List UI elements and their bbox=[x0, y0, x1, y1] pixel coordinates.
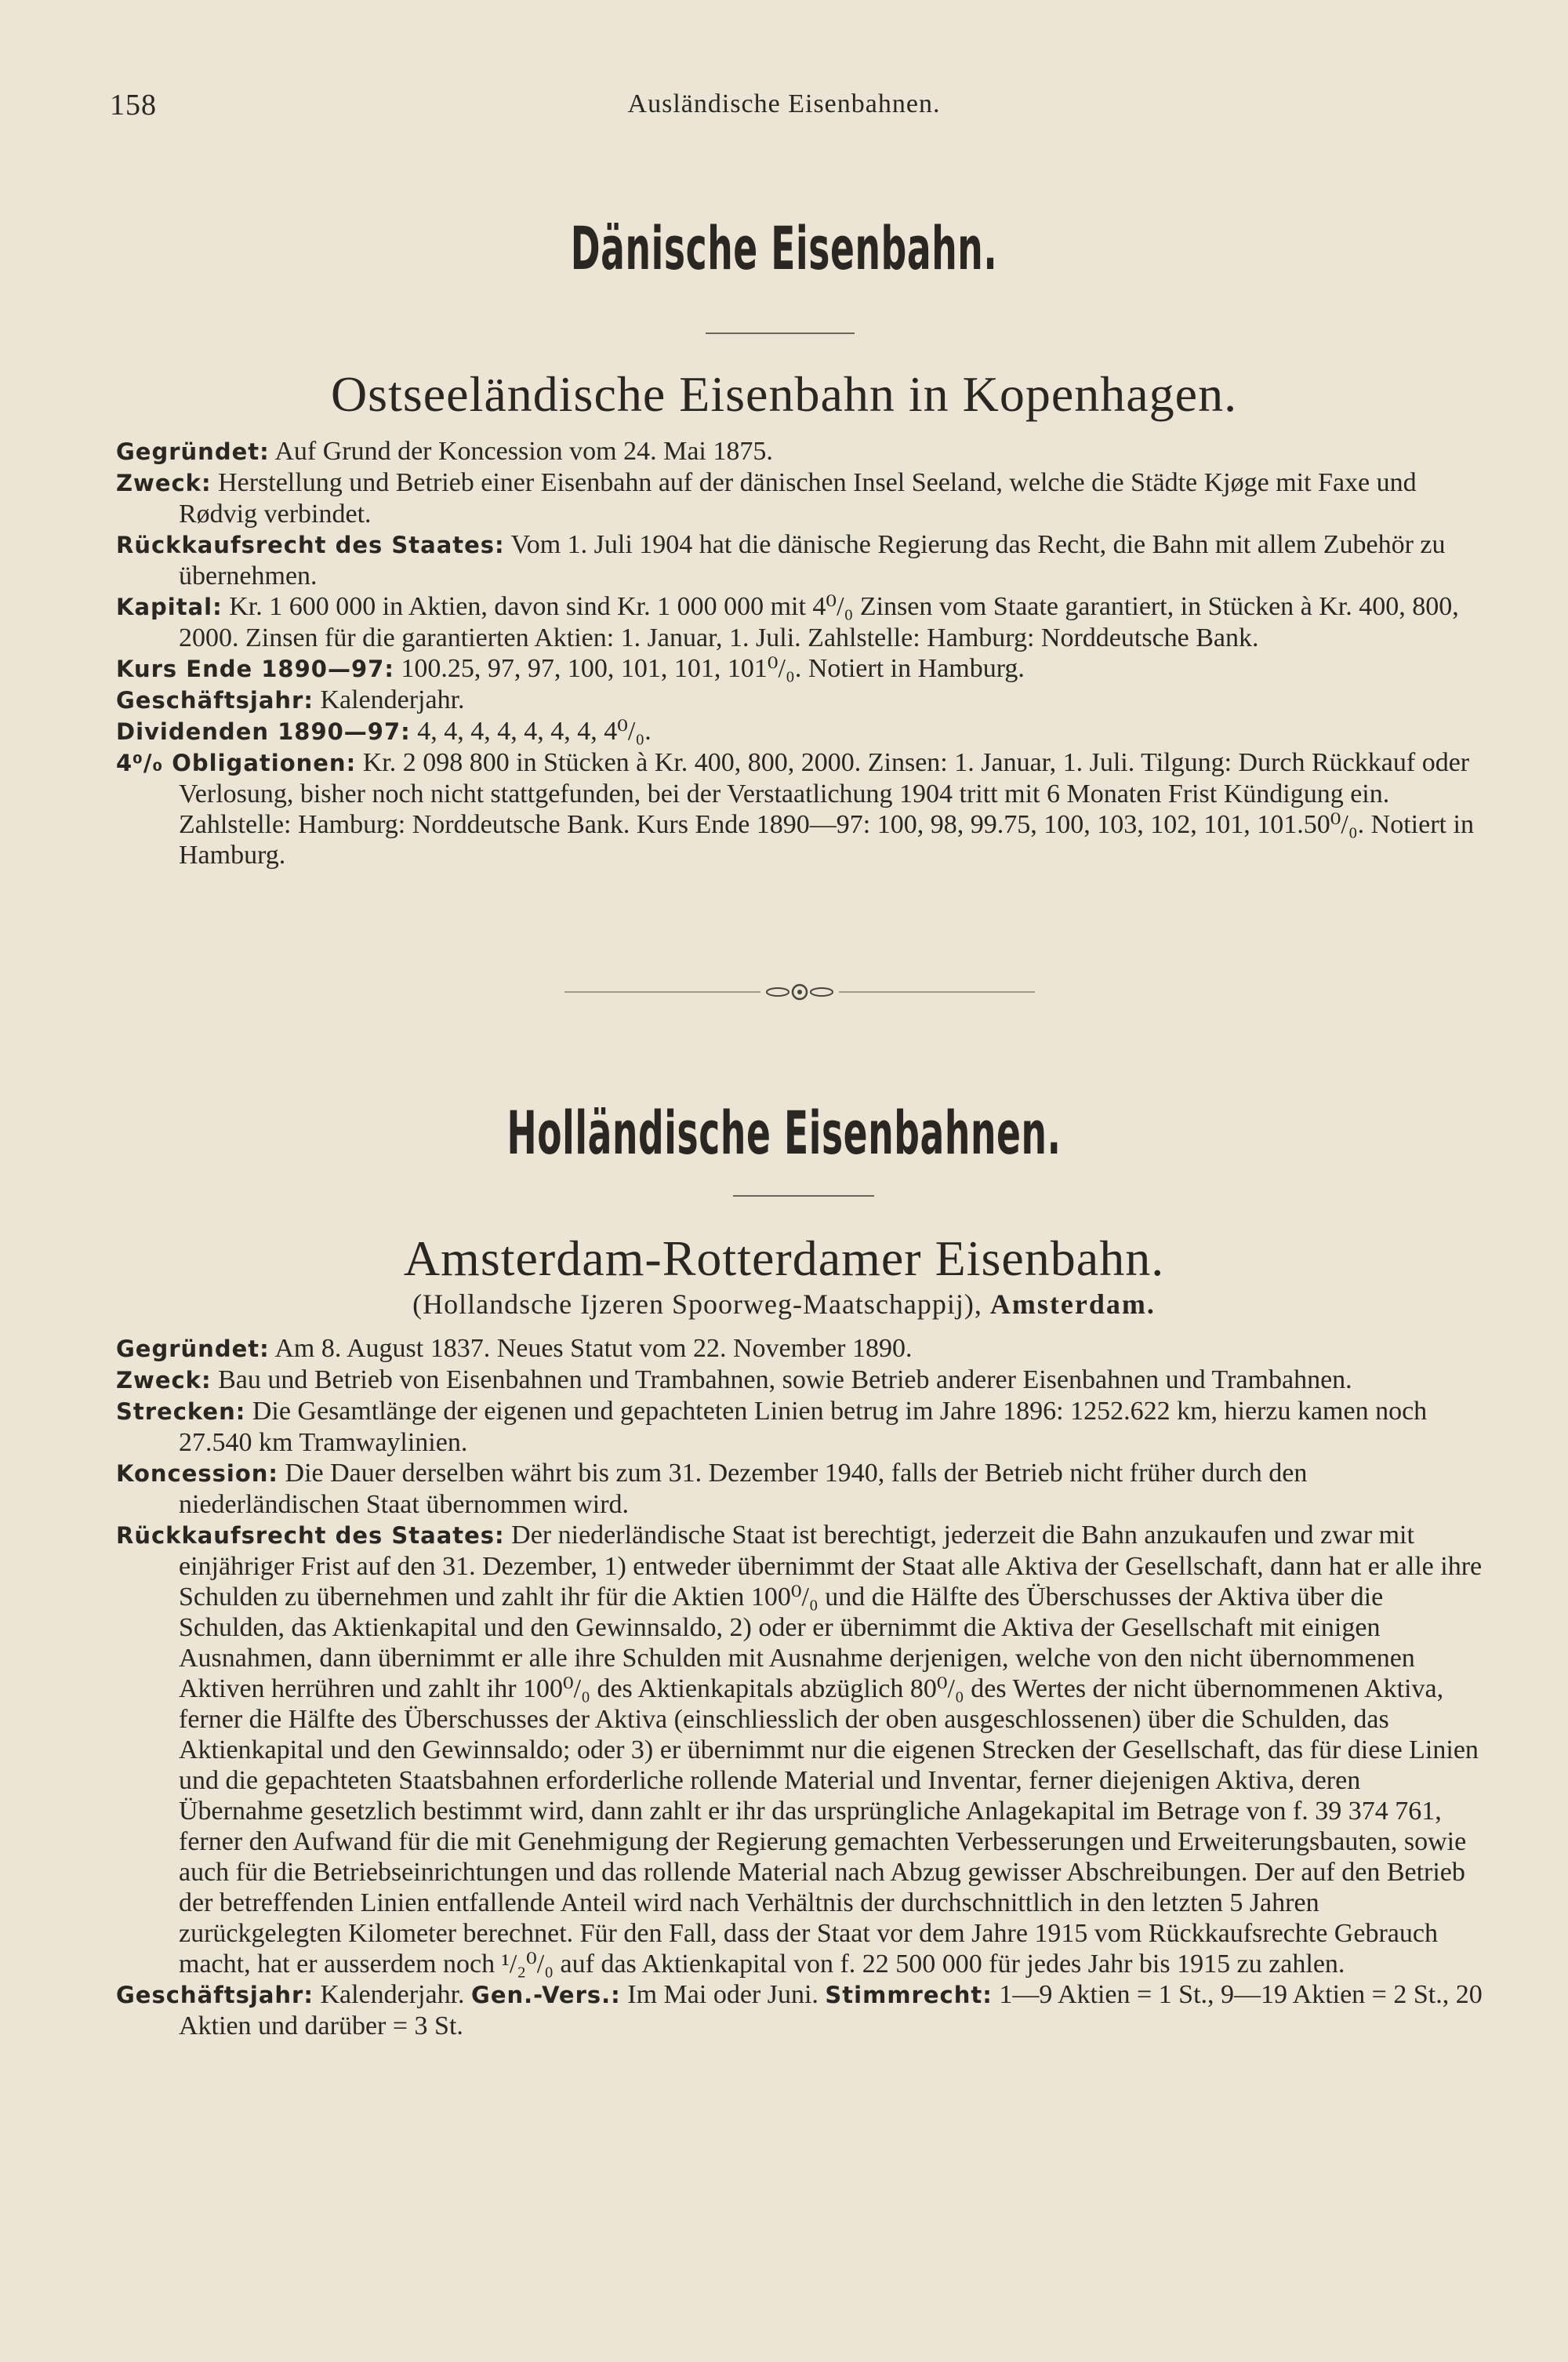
entry-text: Die Gesamtlänge der eigenen und gepachteten Linien betrug im Jahre 1896: 1252.622 km, hierzu kamen noch 27.540 km Tramwaylinien. bbox=[179, 1397, 1428, 1457]
title-divider bbox=[706, 332, 855, 334]
entry-label: Gegründet: bbox=[116, 1335, 270, 1362]
entry-koncession bbox=[116, 1458, 1485, 1520]
entry-text: Kalenderjahr. bbox=[313, 685, 465, 714]
section-title-dutch: Holländische Eisenbahnen. bbox=[506, 1098, 1062, 1168]
entry-text: Kr. 1 600 000 in Aktien, davon sind Kr. 1 000 000 mit 4⁰/₀ Zinsen vom Staate garantiert, in Stücken à Kr. 400, 800, 2000. Zinsen für die garantierten Aktien: 1. Januar, 1. Juli. Zahlstelle: Hamburg: Norddeutsche Bank. bbox=[179, 592, 1459, 652]
entry-text: Am 8. August 1837. Neues Statut vom 22. November 1890. bbox=[269, 1334, 913, 1363]
entry-label: Dividenden 1890—97: bbox=[116, 718, 411, 745]
section-title-danish: Dänische Eisenbahn. bbox=[570, 213, 998, 283]
entry-kapital bbox=[116, 591, 1485, 653]
entry-label: Koncession: bbox=[116, 1460, 279, 1487]
entry-geschaeftsjahr bbox=[116, 1979, 1485, 2041]
entry-zweck bbox=[116, 1365, 1485, 1396]
company-entries-ostseelaendische bbox=[116, 436, 1485, 870]
running-title: Ausländische Eisenbahnen. bbox=[627, 89, 941, 118]
entry-text: 1—9 Aktien = 1 St., 9—19 Aktien = 2 St., 20 Aktien und darüber = 3 St. bbox=[179, 1980, 1483, 2040]
entry-rueckkaufsrecht bbox=[116, 1520, 1485, 1979]
ornament-divider bbox=[564, 980, 1035, 1004]
entry-label: Strecken: bbox=[116, 1398, 246, 1425]
entry-label-stimmrecht: Stimmrecht: bbox=[825, 1982, 993, 2008]
running-header bbox=[0, 88, 1568, 135]
entry-text: Kr. 2 098 800 in Stücken à Kr. 400, 800, 2000. Zinsen: 1. Januar, 1. Juli. Tilgung: Durch Rückkauf oder Verlosung, bisher noch nicht stattgefunden, bei der Verstaatlichung 1904 tritt mit 6 Monaten Frist Kündigung ein. Zahlstelle: Hamburg: Norddeutsche Bank. Kurs Ende 1890—97: 100, 98, 99.75, 100, 103, 102, 101, 101.50⁰/₀. Notiert in Hamburg. bbox=[179, 748, 1474, 870]
entry-text: Bau und Betrieb von Eisenbahnen und Trambahnen, sowie Betrieb anderer Eisenbahnen und Trambahnen. bbox=[211, 1365, 1352, 1394]
entry-obligationen bbox=[116, 747, 1485, 870]
entry-label: Rückkaufsrecht des Staates: bbox=[116, 532, 505, 558]
entry-label-gen-vers: Gen.-Vers.: bbox=[471, 1982, 621, 2008]
company-subtitle bbox=[0, 1288, 1568, 1321]
entry-label: Rückkaufsrecht des Staates: bbox=[116, 1522, 505, 1549]
entry-gegruendet bbox=[116, 1333, 1485, 1365]
entry-label: Kapital: bbox=[116, 594, 223, 620]
entry-geschaeftsjahr bbox=[116, 685, 1485, 716]
entry-text: Vom 1. Juli 1904 hat die dänische Regierung das Recht, die Bahn mit allem Zubehör zu übernehmen. bbox=[179, 530, 1446, 590]
company-title-ostseelaendische: Ostseeländische Eisenbahn in Kopenhagen. bbox=[330, 366, 1238, 422]
entry-text: 4, 4, 4, 4, 4, 4, 4, 4⁰/₀. bbox=[410, 717, 652, 746]
entry-label: 4⁰/₀ Obligationen: bbox=[116, 750, 357, 776]
entry-text: 100.25, 97, 97, 100, 101, 101, 101⁰/₀. Notiert in Hamburg. bbox=[394, 654, 1025, 683]
entry-strecken bbox=[116, 1396, 1485, 1458]
company-seat: Amsterdam. bbox=[989, 1288, 1156, 1320]
entry-text: Herstellung und Betrieb einer Eisenbahn auf der dänischen Insel Seeland, welche die Städte Kjøge mit Faxe und Rødvig verbindet. bbox=[179, 468, 1417, 529]
entry-text: Im Mai oder Juni. bbox=[620, 1980, 826, 2009]
entry-dividenden bbox=[116, 716, 1485, 747]
title-divider bbox=[733, 1195, 874, 1197]
company-entries-amsterdam-rotterdam bbox=[116, 1333, 1485, 2041]
entry-gegruendet bbox=[116, 436, 1485, 467]
entry-kurs bbox=[116, 653, 1485, 685]
entry-label: Geschäftsjahr: bbox=[116, 1982, 314, 2008]
entry-label: Zweck: bbox=[116, 1367, 212, 1394]
entry-label: Gegründet: bbox=[116, 438, 270, 465]
entry-rueckkaufsrecht bbox=[116, 529, 1485, 591]
entry-text: Der niederländische Staat ist berechtigt, jederzeit die Bahn anzukaufen und zwar mit einjähriger Frist auf den 31. Dezember, 1) entweder übernimmt der Staat alle Aktiva der Gesellschaft, dann hat er alle ihre Schulden zu übernehmen und zahlt ihr für die Aktien 100⁰/₀ und die Hälfte des Überschusses der Aktiva über die Schulden, das Aktienkapital und den Gewinnsaldo, 2) oder er übernimmt die Aktiva der Gesellschaft mit einigen Ausnahmen, dann übernimmt er alle ihre Schulden mit Ausnahme derjenigen, welche von den nicht übernommenen Aktiven herrühren und zahlt ihr 100⁰/₀ des Aktienkapitals abzüglich 80⁰/₀ des Wertes der nicht übernommenen Aktiva, ferner die Hälfte des Überschusses der Aktiva (einschliesslich der oben ausgeschlossenen) über die Schulden, das Aktienkapital und den Gewinnsaldo; oder 3) er übernimmt nur die eigenen Strecken der Gesellschaft, das für diese Linien und die gepachteten Staatsbahnen erforderliche rollende Material und Inventar, ferner diejenigen Aktiva, deren Übernahme gesetzlich bestimmt wird, dann zahlt er ihr das ursprüngliche Anlagekapital im Betrage von f. 39 374 761, ferner den Aufwand für die mit Genehmigung der Regierung gemachten Verbesserungen und Erweiterungsbauten, sowie auch für die Betriebseinrichtungen und das rollende Material nach Abzug gewisser Abschreibungen. Der auf den Betrieb der betreffenden Linien entfallende Anteil wird nach Verhältnis der durchschnittlich in den letzten 5 Jahren zurückgelegten Kilometer berechnet. Für den Fall, dass der Staat vor dem Jahre 1915 vom Rückkaufsrechte Gebrauch macht, hat er ausserdem noch ¹/₂⁰/₀ auf das Aktienkapital von f. 22 500 000 für jedes Jahr bis 1915 zu zahlen. bbox=[179, 1521, 1483, 1979]
entry-label: Zweck: bbox=[116, 470, 212, 496]
company-subtitle-text: (Hollandsche Ijzeren Spoorweg-Maatschappij), bbox=[412, 1288, 990, 1320]
entry-label: Geschäftsjahr: bbox=[116, 687, 314, 714]
company-title-amsterdam-rotterdam: Amsterdam-Rotterdamer Eisenbahn. bbox=[403, 1230, 1165, 1286]
page-number: 158 bbox=[110, 89, 157, 122]
entry-text: Kalenderjahr. bbox=[313, 1980, 472, 2009]
entry-zweck bbox=[116, 467, 1485, 529]
entry-text: Auf Grund der Koncession vom 24. Mai 1875. bbox=[269, 437, 773, 466]
entry-label: Kurs Ende 1890—97: bbox=[116, 656, 394, 682]
entry-text: Die Dauer derselben währt bis zum 31. Dezember 1940, falls der Betrieb nicht früher durch den niederländischen Staat übernommen wird. bbox=[179, 1459, 1308, 1519]
